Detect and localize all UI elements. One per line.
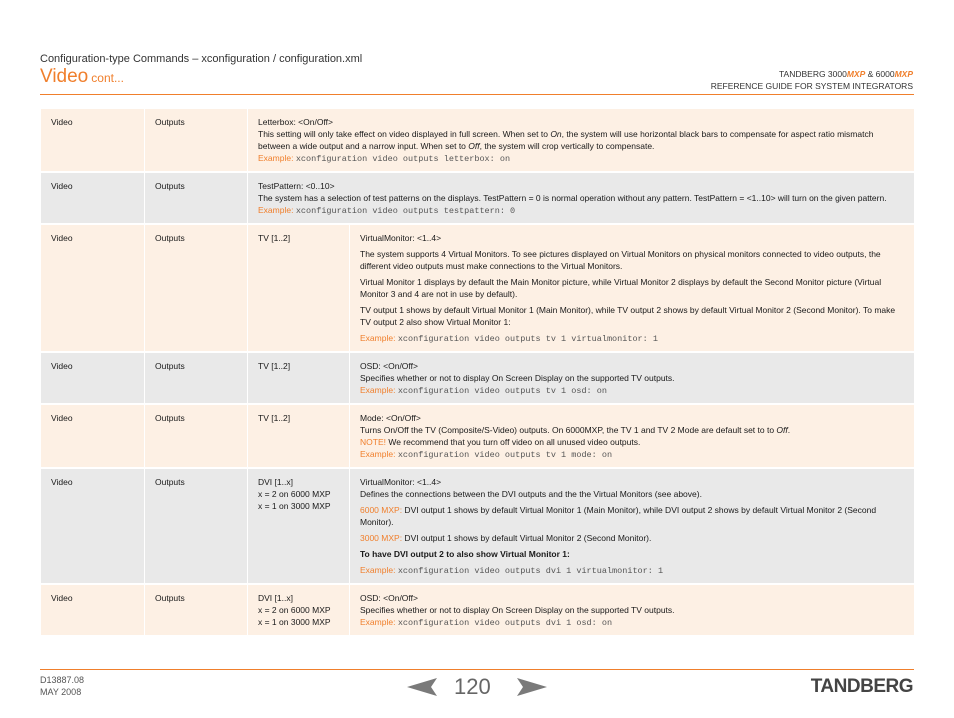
cell-category: Video [41, 352, 145, 404]
example-line [258, 204, 904, 217]
param-name: VirtualMonitor: <1..4> [360, 233, 442, 243]
param-instruction: To have DVI output 2 to also show Virtual Monitor 1: [360, 549, 570, 559]
desc-text: Turns On/Off the TV (Composite/S-Video) outputs. On 6000MXP, the TV 1 and TV 2 Mode are default set to to [360, 425, 777, 435]
example-code: xconfiguration video outputs dvi 1 virtualmonitor: 1 [397, 566, 664, 576]
param-name: VirtualMonitor: <1..4> [360, 477, 442, 487]
cell-description [350, 468, 915, 584]
brand-line-2: REFERENCE GUIDE FOR SYSTEM INTEGRATORS [710, 81, 913, 91]
cell-description [350, 224, 915, 352]
cell-subcategory: Outputs [145, 172, 248, 224]
brand-3000: TANDBERG 3000 [778, 69, 847, 79]
example-line [360, 448, 904, 461]
example-label: Example: [360, 565, 396, 575]
example-label: Example: [360, 617, 396, 627]
output-note: x = 2 on 6000 MXP [258, 605, 331, 615]
example-line [360, 332, 904, 345]
model-label: 3000 MXP: [360, 533, 403, 543]
desc-italic: Off [776, 425, 788, 435]
brand-6000: & 6000 [865, 69, 895, 79]
output-name: DVI [1..x] [258, 593, 293, 603]
cell-output [248, 584, 350, 636]
table-row [41, 468, 914, 584]
config-table [41, 109, 914, 637]
brand-header [711, 68, 913, 92]
cell-subcategory: Outputs [145, 109, 248, 172]
cell-subcategory: Outputs [145, 404, 248, 468]
desc-italic: Off [468, 141, 480, 151]
example-line [360, 616, 904, 629]
page-number: 120 [454, 674, 491, 699]
cell-description [248, 172, 915, 224]
example-label: Example: [258, 205, 294, 215]
cell-output: TV [1..2] [248, 224, 350, 352]
param-paragraph: Virtual Monitor 1 displays by default the Main Monitor picture, while Virtual Monitor 2 displays by default the Second Monitor picture (Virtual Monitor 3 and 4 are not in use by default). [360, 277, 882, 299]
cell-category: Video [41, 109, 145, 172]
cell-category: Video [41, 224, 145, 352]
example-code: xconfiguration video outputs tv 1 osd: on [397, 386, 607, 396]
param-name: OSD: <On/Off> [360, 361, 418, 371]
cell-subcategory: Outputs [145, 468, 248, 584]
cell-description [350, 584, 915, 636]
example-label: Example: [360, 333, 396, 343]
page-title-suffix: cont... [91, 71, 124, 85]
example-code: xconfiguration video outputs tv 1 virtualmonitor: 1 [397, 334, 658, 344]
doc-id: D13887.08 [40, 675, 85, 685]
param-name: Mode: <On/Off> [360, 413, 421, 423]
header-subtitle: Configuration-type Commands – xconfiguration / configuration.xml [40, 53, 363, 65]
example-code: xconfiguration video outputs tv 1 mode: on [397, 450, 613, 460]
example-code: xconfiguration video outputs letterbox: on [295, 154, 511, 164]
table-row [41, 172, 914, 224]
param-paragraph: The system supports 4 Virtual Monitors. To see pictures displayed on Virtual Monitors on physical monitors connected to video outputs, the different video outputs must make connections to the Virtual Monitors. [360, 249, 881, 271]
output-note: x = 2 on 6000 MXP [258, 489, 331, 499]
model-text: DVI output 1 shows by default Virtual Monitor 1 (Main Monitor), while DVI output 2 shows by default Virtual Monitor 2 (Second Monitor). [360, 505, 877, 527]
cell-subcategory: Outputs [145, 224, 248, 352]
table-row [41, 352, 914, 404]
param-description [258, 128, 904, 152]
example-label: Example: [258, 153, 294, 163]
cell-subcategory: Outputs [145, 584, 248, 636]
param-name: TestPattern: <0..10> [258, 181, 335, 191]
cell-category: Video [41, 584, 145, 636]
example-code: xconfiguration video outputs dvi 1 osd: on [397, 618, 613, 628]
output-note: x = 1 on 3000 MXP [258, 617, 331, 627]
param-description: Defines the connections between the DVI outputs and the the Virtual Monitors (see above). [360, 489, 702, 499]
desc-italic: On [550, 129, 562, 139]
param-description: Specifies whether or not to display On Screen Display on the supported TV outputs. [360, 605, 675, 615]
example-line [258, 152, 904, 165]
cell-category: Video [41, 404, 145, 468]
header-rule [40, 94, 914, 95]
note-text: We recommend that you turn off video on all unused video outputs. [385, 437, 641, 447]
arrow-left-icon[interactable] [407, 678, 437, 696]
doc-info [40, 674, 84, 698]
param-description [360, 424, 904, 436]
cell-output [248, 468, 350, 584]
param-paragraph: TV output 1 shows by default Virtual Monitor 1 (Main Monitor), while TV output 2 shows by default Virtual Monitor 2 (Second Monitor). To make TV output 2 also show Virtual Monitor 1: [360, 305, 896, 327]
cell-output: TV [1..2] [248, 404, 350, 468]
param-name: OSD: <On/Off> [360, 593, 418, 603]
cell-description [248, 109, 915, 172]
model-text: DVI output 1 shows by default Virtual Monitor 2 (Second Monitor). [402, 533, 652, 543]
example-line [360, 384, 904, 397]
param-description: The system has a selection of test patterns on the displays. TestPattern = 0 is normal operation without any pattern. TestPattern = <1..10> will turn on the given pattern. [258, 193, 887, 203]
cell-subcategory: Outputs [145, 352, 248, 404]
output-note: x = 1 on 3000 MXP [258, 501, 331, 511]
footer-rule [40, 669, 914, 670]
output-name: DVI [1..x] [258, 477, 293, 487]
table-row [41, 109, 914, 172]
page-title-text: Video [40, 66, 89, 87]
desc-text: , the system will crop vertically to compensate. [479, 141, 655, 151]
param-paragraph [360, 532, 904, 544]
table-row [41, 584, 914, 636]
example-label: Example: [360, 449, 396, 459]
cell-category: Video [41, 172, 145, 224]
note-label: NOTE! [360, 437, 386, 447]
cell-category: Video [41, 468, 145, 584]
param-paragraph [360, 504, 904, 528]
example-code: xconfiguration video outputs testpattern: 0 [295, 206, 516, 216]
param-description: Specifies whether or not to display On Screen Display on the supported TV outputs. [360, 373, 675, 383]
cell-description [350, 404, 915, 468]
doc-date: MAY 2008 [40, 687, 82, 697]
brand-line-1 [711, 68, 913, 80]
cell-output: TV [1..2] [248, 352, 350, 404]
example-line [360, 564, 904, 577]
tandberg-logo: TANDBERG [810, 676, 913, 697]
brand-mxp-2: MXP [894, 69, 913, 79]
arrow-right-icon[interactable] [517, 678, 547, 696]
brand-mxp-1: MXP [846, 69, 866, 79]
table-row [41, 224, 914, 352]
model-label: 6000 MXP: [360, 505, 403, 515]
param-name: Letterbox: <On/Off> [258, 117, 333, 127]
table-row [41, 404, 914, 468]
desc-text: . [787, 425, 791, 435]
desc-text: This setting will only take effect on video displayed in full screen. When set to [258, 129, 551, 139]
page-title [40, 66, 124, 88]
note-line [360, 436, 904, 448]
desc-text: , the system will use horizontal black bars to compensate for aspect ratio mismatch between a wide output and a narrow input. When set to [258, 129, 874, 151]
example-label: Example: [360, 385, 396, 395]
cell-description [350, 352, 915, 404]
